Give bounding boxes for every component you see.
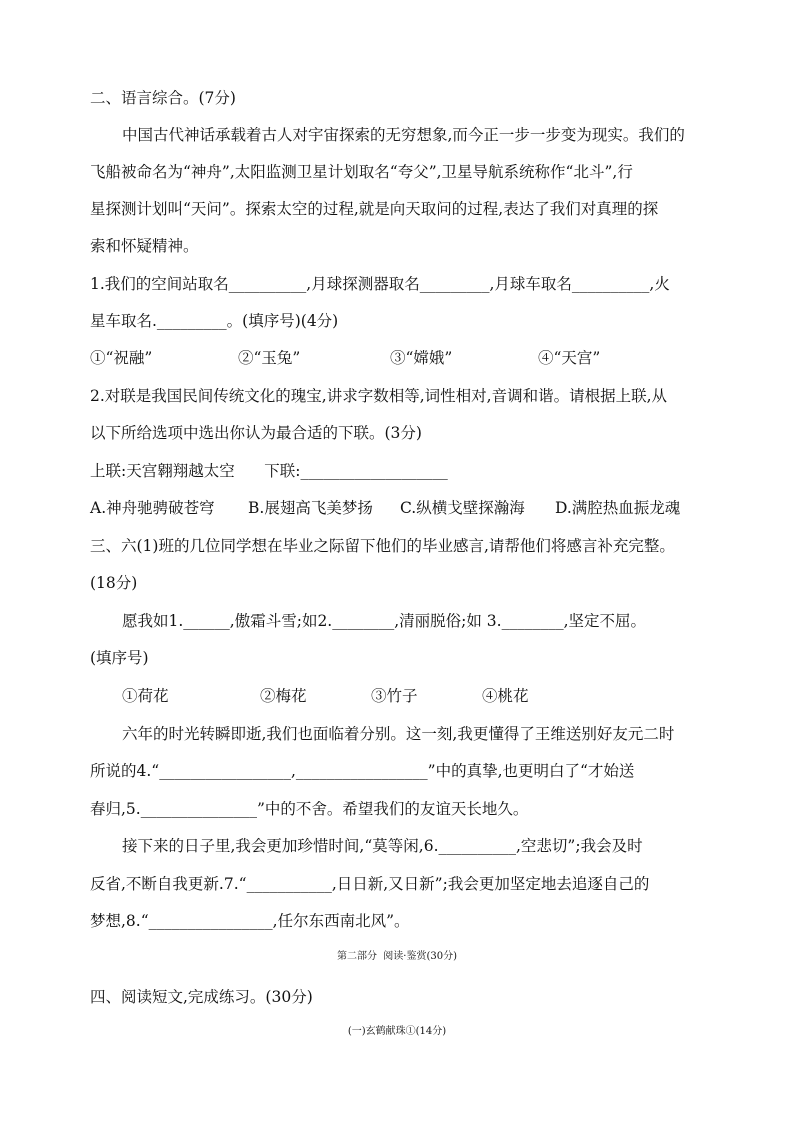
section3-paragraph-line: 春归,5._______________”中的不舍。希望我们的友谊天长地久。 xyxy=(90,800,529,818)
option-item: C.纵横戈壁探瀚海 xyxy=(400,499,525,517)
section3-paragraph-line: 反省,不断自我更新.7.“___________,日日新,又日新”;我会更加坚定地去追逐自己的 xyxy=(90,875,650,893)
option-item: ④“天宫” xyxy=(538,349,601,367)
option-item: ③“嫦娥” xyxy=(390,349,453,367)
passage-line: 飞船被命名为“神舟”,太阳监测卫星计划取名“夸父”,卫星导航系统称作“北斗”,行 xyxy=(90,163,633,181)
section3-paragraph-line: (填序号) xyxy=(90,649,149,667)
passage-line: 星探测计划叫“天问”。探索太空的过程,就是向天取问的过程,表达了我们对真理的探 xyxy=(90,200,659,218)
option-item: ③竹子 xyxy=(371,687,418,705)
section3-paragraph-line: 接下来的日子里,我会更加珍惜时间,“莫等闲,6.__________,空悲切”;我会及时 xyxy=(122,837,643,855)
part2-title: 第二部分 阅读·鉴赏(30分) xyxy=(336,951,458,962)
section3-paragraph-line: 梦想,8.“________________,任尔东西南北风”。 xyxy=(90,912,410,930)
question-2-line: 以下所给选项中选出你认为最合适的下联。(3分) xyxy=(90,424,422,442)
option-item: ②“玉兔” xyxy=(238,349,301,367)
question-1-line: 1.我们的空间站取名__________,月球探测器取名_________,月球车取名__________,火 xyxy=(90,275,670,293)
option-item: ①“祝融” xyxy=(90,349,153,367)
section2-heading: 二、语言综合。(7分) xyxy=(90,89,236,107)
section3-score: (18分) xyxy=(90,574,138,592)
reading-subtitle: (一)玄鹤献珠①(14分) xyxy=(347,1026,447,1037)
option-item: B.展翅高飞美梦扬 xyxy=(248,499,373,517)
option-item: ②梅花 xyxy=(260,687,307,705)
section3-heading: 三、六(1)班的几位同学想在毕业之际留下他们的毕业感言,请帮他们将感言补充完整。 xyxy=(90,537,675,555)
section3-paragraph-line: 愿我如1.______,傲霜斗雪;如2.________,清丽脱俗;如 3.________,坚定不屈。 xyxy=(122,612,647,630)
question-2-line: 2.对联是我国民间传统文化的瑰宝,讲求字数相等,词性相对,音调和谐。请根据上联,从 xyxy=(90,387,667,405)
passage-line: 中国古代神话承载着古人对宇宙探索的无穷想象,而今正一步一步变为现实。我们的 xyxy=(122,126,685,144)
option-item: ④桃花 xyxy=(482,687,529,705)
option-item: D.满腔热血振龙魂 xyxy=(555,499,681,517)
question-1-line: 星车取名._________。(填序号)(4分) xyxy=(90,312,339,330)
section4-heading: 四、阅读短文,完成练习。(30分) xyxy=(90,988,313,1006)
option-item: ①荷花 xyxy=(122,687,169,705)
option-item: A.神舟驰骋破苍穹 xyxy=(90,499,215,517)
passage-line: 索和怀疑精神。 xyxy=(90,237,199,255)
section3-paragraph-line: 所说的4.“_________________,_________________”中的真挚,也更明白了“才始送 xyxy=(90,762,635,780)
section3-paragraph-line: 六年的时光转瞬即逝,我们也面临着分别。这一刻,我更懂得了王维送别好友元二时 xyxy=(122,725,675,743)
couplet-line: 上联:天宫翱翔越太空 下联:___________________ xyxy=(90,462,448,480)
